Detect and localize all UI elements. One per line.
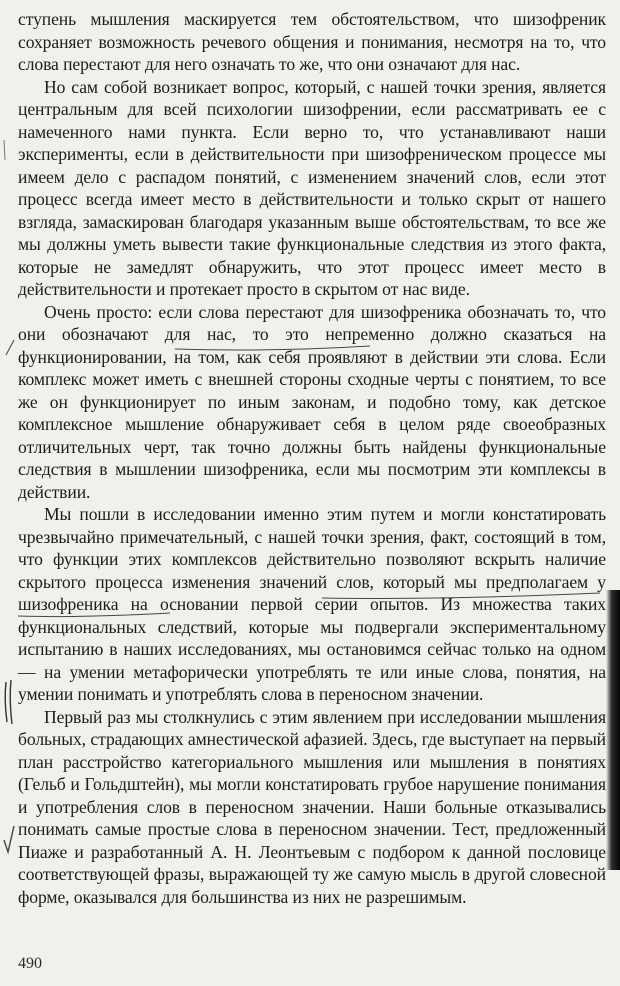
page-number: 490 xyxy=(18,955,42,972)
margin-double-line-mark-2 xyxy=(10,680,12,724)
margin-double-line-mark xyxy=(5,682,7,722)
paragraph-1: ступень мышления маскируется тем обстоятельством, что шизофреник сохраняет возможность речевого общения и понимания, несмотря на то, что слова перестают для него означать то же, что они означают для нас. xyxy=(18,9,606,74)
paragraph-4: Мы пошли в исследовании именно этим путем и могли констатировать чрезвычайно примечательный, с нашей точки зрения, факт, состоящий в том, что функции этих комплексов действительно позволяют вскрыть наличие скрытого процесса изменения значений слов, который мы предполагаем у шизофреника на основании первой серии опытов. Из множества таких функциональных следствий, которые мы подвергали экспериментальному испытанию в наших исследованиях, мы остановимся сейчас только на одном — на умении метафорически употреблять те или иные слова, понятия, на умении понимать и употреблять слова в переносном значении. xyxy=(18,504,606,704)
margin-tick-mark xyxy=(4,140,5,160)
page-edge-shadow xyxy=(606,590,620,870)
margin-slash-mark xyxy=(6,340,14,355)
paragraph-5: Первый раз мы столкнулись с этим явлением при исследовании мышления больных, страдающих амнестической афазией. Здесь, где выступает на первый план расстройство категориального мышления или мышления в понятиях (Гельб и Гольдштейн), мы могли констатировать грубое нарушение понимания и употребления слов в переносном значении. Наши больные отказывались понимать самые простые слова в переносном значении. Тест, предложенный Пиаже и разработанный А. Н. Леонтьевым с подбором к данной пословице соответствующей фразы, выражающей ту же самую мысль в другой словесной форме, оказывался для большинства из них не разрешимым. xyxy=(18,706,606,907)
paragraph-2: Но сам собой возникает вопрос, который, с нашей точки зрения, является центральным для всей психологии шизофрении, если рассматривать ее с намеченного нами пункта. Если верно то, что устанавливают наши эксперименты, если в действительности при шизофреническом процессе мы имеем дело с распадом понятий, с изменением значений слов, если этот процесс всегда имеет место в действительности и только скрыт от нашего взгляда, замаскирован благодаря указанным выше обстоятельствам, то все же мы должны уметь вывести такие функциональные следствия из этого факта, которые не замедлят обнаружить, что этот процесс имеет место в действительности и протекает просто в скрытом от нас виде. xyxy=(18,76,606,299)
paragraph-3: Очень просто: если слова перестают для шизофреника обозначать то, что они обозначают для нас, то это непременно должно сказаться на функционировании, на том, как себя проявляют в действии эти слова. Если комплекс может иметь с внешней стороны сходные черты с понятием, то все же он функционирует по иным законам, и подобно тому, как детское комплексное мышление обнаруживает себя в целом ряде своеобразных отличительных черт, так точно должны быть найдены функциональные следствия в мышлении шизофреника, если мы посмотрим эти комплексы в действии. xyxy=(18,301,606,502)
margin-check-mark xyxy=(4,826,14,852)
text-column xyxy=(18,8,606,908)
